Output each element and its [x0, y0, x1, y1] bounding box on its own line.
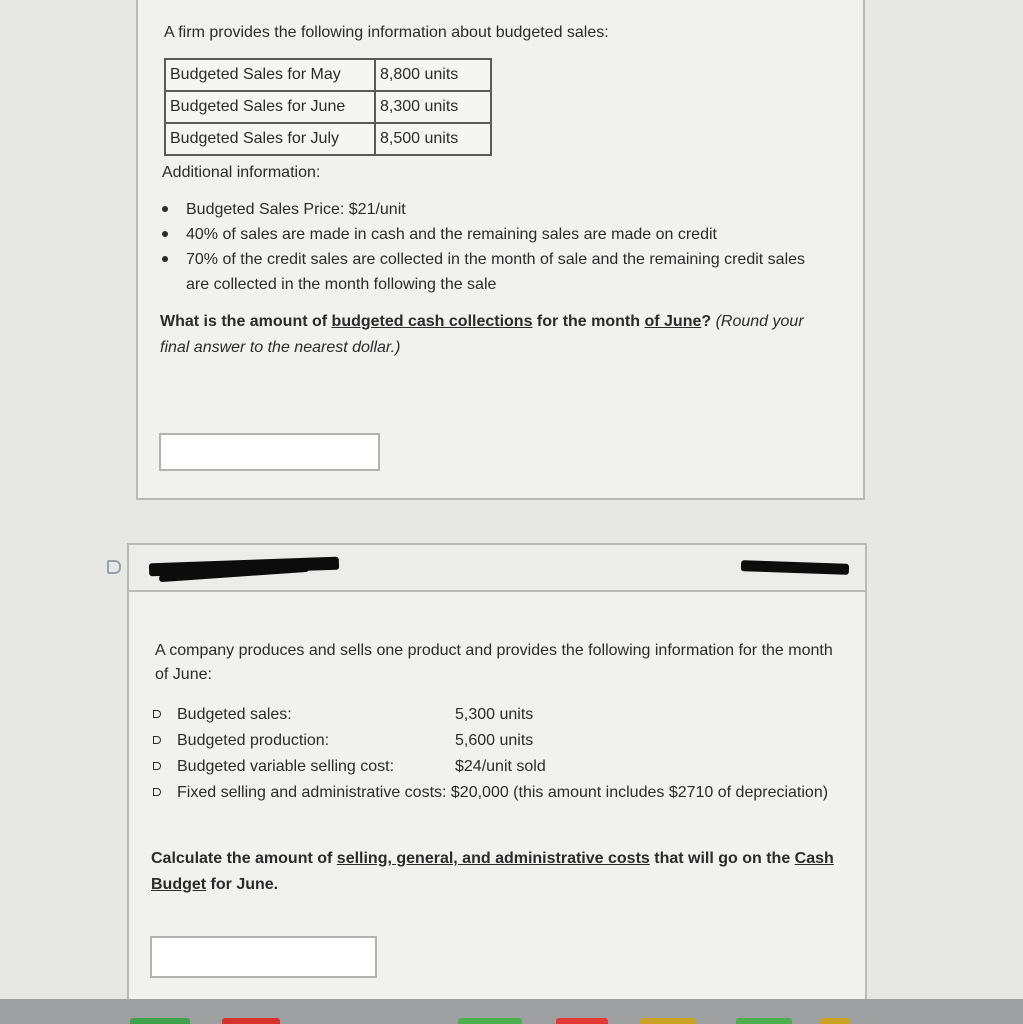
bullet-icon: [162, 206, 168, 212]
question-1-intro: A firm provides the following information about budgeted sales:: [164, 24, 609, 41]
question-1-prompt: [160, 309, 830, 361]
prompt-text: for the month: [532, 313, 645, 330]
question-2-card: [127, 543, 867, 1013]
table-cell-value: 8,500 units: [375, 123, 491, 155]
dock-strip: [556, 1018, 608, 1024]
dock-strip: [640, 1018, 696, 1024]
prompt-text: for June.: [206, 876, 279, 893]
bullet-icon: [153, 736, 161, 744]
prompt-text: What is the amount of: [160, 313, 332, 330]
list-item-text: Fixed selling and administrative costs: $20,000 (this amount includes $2710 of depreciation): [177, 784, 829, 801]
list-item-text: Budgeted Sales Price: $21/unit: [186, 201, 406, 218]
dock-strip: [130, 1018, 190, 1024]
list-item-value: 5,600 units: [455, 732, 534, 749]
prompt-text: Calculate the amount of: [151, 850, 337, 867]
list-item: [153, 754, 843, 780]
question-2-intro: A company produces and sells one product and provides the following information for the month of June:: [155, 642, 833, 683]
table-row: [165, 123, 491, 155]
prompt-underlined-term: of June: [644, 313, 702, 330]
table-cell-label: Budgeted Sales for May: [165, 59, 375, 91]
bullet-icon: [153, 762, 161, 770]
table-cell-value: 8,300 units: [375, 91, 491, 123]
question-1-card: [136, 0, 865, 500]
table-cell-value: 8,800 units: [375, 59, 491, 91]
prompt-text: that will go on the: [649, 850, 795, 867]
list-item-text: 40% of sales are made in cash and the remaining sales are made on credit: [186, 226, 717, 243]
prompt-text: ?: [701, 313, 712, 330]
budgeted-sales-table: [164, 58, 492, 156]
additional-info-list: [162, 197, 822, 297]
bullet-icon: [162, 256, 168, 262]
list-item: [162, 247, 822, 297]
question-2-answer-input[interactable]: [150, 936, 377, 978]
prompt-underlined-term: selling, general, and administrative costs: [336, 850, 650, 867]
bullet-icon: [162, 231, 168, 237]
list-item: [153, 702, 843, 728]
prompt-underlined-term: Cash Budget: [151, 850, 834, 893]
list-item-value: $24/unit sold: [455, 758, 546, 775]
list-item-label: Budgeted variable selling cost:: [177, 758, 395, 775]
list-item-label: Budgeted sales:: [177, 706, 292, 723]
prompt-underlined-term: budgeted cash collections: [331, 313, 533, 330]
bullet-icon: [153, 710, 161, 718]
list-item: [153, 780, 843, 806]
list-item: [162, 197, 822, 222]
list-item-value: 5,300 units: [455, 706, 534, 723]
list-item-label: Budgeted production:: [177, 732, 330, 749]
question-2-prompt: [151, 846, 841, 898]
table-row: [165, 59, 491, 91]
dock-strip: [222, 1018, 280, 1024]
dock-strip: [820, 1018, 850, 1024]
list-item: [153, 728, 843, 754]
question-2-info-list: [153, 702, 843, 806]
table-row: [165, 91, 491, 123]
question-2-header: [129, 545, 865, 592]
table-cell-label: Budgeted Sales for July: [165, 123, 375, 155]
bullet-icon: [153, 788, 161, 796]
flag-icon[interactable]: [107, 560, 121, 574]
list-item-text: 70% of the credit sales are collected in the month of sale and the remaining credit sales are collected in the month following the sale: [186, 251, 806, 293]
list-item: [162, 222, 822, 247]
additional-info-heading: Additional information:: [162, 164, 321, 181]
redaction-mark: [741, 560, 849, 575]
table-cell-label: Budgeted Sales for June: [165, 91, 375, 123]
dock-strip: [458, 1018, 522, 1024]
prompt-note: (Round your final answer to the nearest dollar.): [160, 313, 804, 356]
question-1-answer-input[interactable]: [159, 433, 380, 471]
dock-strip: [736, 1018, 792, 1024]
